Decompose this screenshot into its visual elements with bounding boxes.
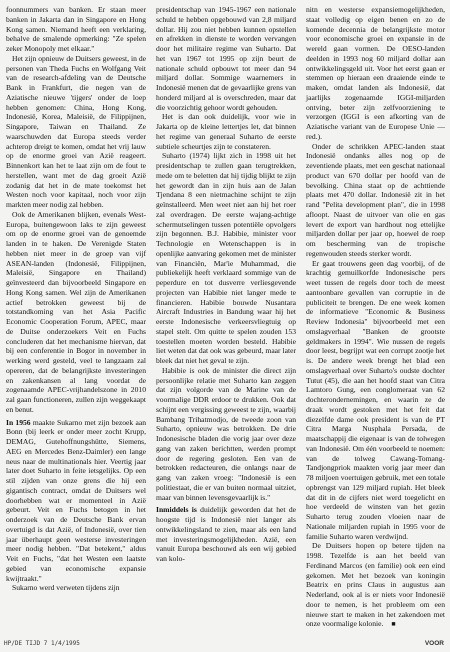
paragraph: Het zijn opnieuw de Duitsers geweest, in de personen van Theda Fuchs en Wolfgang Veit van de research-afdeling van de Deutsche Bank in Frankfurt, die negen van de Aziatische nieuwe 'tijgers' onder de loep hebben genomen: China, Hong Kong, Indonesië, Korea, Maleisië, de Filippijnen, Singapore, Taiwan en Thailand. Ze waarschuwden dat Europa steeds verder achterop dreigt te komen, omdat het vrij lauw op de enorme groei van Azië reageert. Binnenkort kan het te laat zijn om de fout te herstellen, want met de dag groeit Azië zodanig dat het in de mate toekomst het Westen noch voor kapitaal, noch voor zijn markten meer nodig zal hebben. bbox=[6, 53, 146, 209]
section-text: maakte Sukarno met zijn bezoek aan Bonn (bij leerk er onder meer zocht Krupp, DEMAG, Gutehoffnungshütte, Siemens, AEG en Mercedes Benz-Daimler) een lange neus naar de multinationals hier. Veertig jaar later doet Suharto in feite ietsgelijks. Op een stil zijden van onze grens die hij een gigantisch contract, omdat de Duitsers wel doorhebben wat er momenteel in Azië gebeurt. Veit en Fuchs betogen in het onderzoek van de Deutsche Bank ervan overtuigd is dat Azië, of Indonesië, over tien jaar überhaupt geen westerse investeringen meer nodig hebben. "Dat betekent," aldus Veit en Fuchs, "dat het Westen een laatste gebied van economische expansie kwijtraakt." bbox=[6, 417, 146, 583]
section-paragraph bbox=[156, 505, 296, 564]
paragraph: Ook de Amerikanen blijken, evenals West-Europa, buitengewoon laks te zijn geweest om op de enorme groei van de genoemde landen in te haken. De Verenigde Staten hebben niet meer in de groep van vijf ASEAN-landen (Indonesië, Filippijnen, Maleisië, Singapore en Thailand) geïnvesteerd dan bijvoorbeeld Singapore en Hong Kong samen. Wel zijn de Amerikanen actief betrokken geweest bij de totstandkoming van het Asia Pacific Economic Cooperation Forum, APEC, maar de Duitse onderzoekers Veit en Fuchs concluderen dat het mechanisme hiervan, dat bij een conferentie in Bogor in november in werking werd gesteld, veel te langzaam zal opereren, dat de belangrijkste investeringen en zakenkansen al lang voordat de zogenaamde APEC-vrijhandelszone in 2010 zal gaan functioneren, zullen zijn weggekaapt en benut. bbox=[6, 209, 146, 414]
paragraph: nitn en westerse expansiemogelijkheden, staat volledig op eigen benen en zo de komende decennia de belangrijkste motor voor economische groei en expansie in de wereld gaan vormen. De OESO-landen deelden in 1993 nog 60 miljard dollar aan ontwikkelingsgeld uit. Voor het eerst gaan er stemmen op hieraan een draaiende einde te maken, omdat landen als Indonesië, dat jaarlijks zogenaamde IGGI-miljarden ontving, beter zijn zelfvoorziening te verzorgen (IGGI is een afkorting van de Aziatische variant van de Europese Unie — red.). bbox=[306, 5, 445, 141]
paragraph bbox=[306, 541, 445, 630]
article-column-1 bbox=[6, 5, 146, 593]
article-column-3 bbox=[306, 5, 445, 630]
section-lead: Inmiddels is bbox=[156, 505, 197, 515]
paragraph: Onder de schrikken APEC-landen staat Indonesië ondanks alles nog op de zeventiende plaats, met een geschat nationaal product van 670 dollar per hoofd van de bevolking. China staat op de achttiende plaats met 470 dollar. Indonesië zit in het rand "Pelita development plan", die in 1998 afloopt. Naast de uitvoer van olie en gas levert de export van hardhout nog ettelijke miljarden dollar per jaar op, hoewel de roep om bescherming van de tropische regenwouden steeds sterker wordt. bbox=[306, 141, 445, 258]
page-footer bbox=[4, 640, 444, 650]
paragraph: presidentschap van 1945-1967 een nationale schuld te hebben opgebouwd van 2,8 miljard dollar. Hij zou niet hebben kunnen opstellen en afrekken in dienste te worden vervangen door het militaire regime van Suharto. Dat het van 1967 tot 1995 op zijn beurt de nationale schuld opbouwt tot meer dan 94 miljard dollar. Sommige waarnemers in Indonesië menen dat de gevaarlijke grens van honderd miljard al is overschreden, maar dat die voorzichtig gehoor wordt gehouden. bbox=[156, 5, 296, 112]
section-lead: In 1956 bbox=[6, 417, 31, 427]
paragraph: Er gaat trouwens geen dag voorbij, of de krachtig gemuilkorfde Indonesische pers weet tussen de regels door toch de meest aantoonbare gevallen van corruptie in de publiciteit te brengen. De ene week komen de informatieve "Economic & Business Review Indonesia" bijvoorbeeld met een omslagverhaal "Banken de grootste geldmakers in 1994". Wie nussen de regels door leest, begrijpt wat een corrupt zootje het is. De andere week brengt het blad een omslagverhaal over Suharto's oudste dochter Tutut (45), die aan het hoofd staat van Citra Lamtoro Gung, een conglomeraat van 62 dochterondernemingen, en waarin ze de draak wordt gestoken met het feit dat diezelfde dame ook president is van de PT Citra Marga Nusphala Persada, de maatschappij die eigenaar is van de tolwegen van Indonesië. Om één voorbeeld te noemen: van de tolweg Cawang-Tomang-Tandjongpriok maakten vorig jaar meer dan 78 miljoen voertuigen gebruik, met een totale opbrengst van 129 miljard rupiah. Het bleek dat dit in de cijfers niet werd toegelicht en hoe verdeeld de winsten van het gezin Suharto terug zouden vloeien naar de Nationale miljarden rupiah in 1995 voor de familie Suharto waren verdwijnd. bbox=[306, 258, 445, 541]
paragraph: Het is dan ook duidelijk, voor wie in Jakarta op de kleine lettertjes let, dat binnen het regime van generaal Suharto de eerste subtiele scheurtjes zijn te constateren. bbox=[156, 112, 296, 151]
article-column-2 bbox=[156, 5, 296, 564]
paragraph: Habibie is ook de minister die direct zijn persoonlijke relatie met Suharto kan zeggen dat zijn volgorde van de Marine van de voormalige DDR erdoor te drukken. Ook dat schijnt een vergissing geweest te zijn, waarbij Bambang Trihatmodjo, de tweede zoon van Suharto, opnieuw was betrokken. De drie Indonesische bladen die vorig jaar over deze gang van zaken berichtten, werden prompt door de regering gesloten. Een van de betrokken redacteuren, die onlangs naar de gang van zaken vroeg: "Indonesië is een politiestaat, die er van buiten normaal uitziet, maar van binnen levensgevaarlijk is." bbox=[156, 365, 296, 502]
closing-text: De Duitsers hopen op betere tijden na 1998. Tezelfde is aan het beeld van Ferdinand Marcos (en familie) ook een eind gekomen. Met het bezoek van koningin Beatrix en prins Claus in augustus aan Nederland, ook al is er niets voor Indonesië door te nemen, is het probleem om een nieuwe start te maken in het zakendoen met onze voormalige kolonie. bbox=[306, 541, 445, 629]
paragraph: foonnummers van banken. Er staan meer banken in Jakarta dan in Singapore en Hong Kong samen. Niemand heeft een verklaring, behalve de smalende opmerking: "Ze spelen zeker Monopoly met elkaar." bbox=[6, 5, 146, 53]
section-paragraph bbox=[6, 418, 146, 584]
footer-publication: HP/DE TIJD 7 1/4/1995 bbox=[4, 640, 80, 647]
paragraph: Sukarno werd verweten tijdens zijn bbox=[12, 583, 120, 593]
end-of-article-icon: ■ bbox=[391, 620, 396, 629]
section-text: duidelijk geworden dat het de hoogste tijd is Indonesië niet langer als ontwikkelingsland te zien, maar als een land met investeringsmogelijkheden. Azië, een vanuit Europa beschouwd als een wij gebied van kolo- bbox=[156, 505, 296, 563]
footer-next: VOOR bbox=[424, 640, 444, 647]
paragraph: Suharto (1974) lijkt zich in 1998 uit het presidentschap te zullen gaan terugtrekken, mede om te beletten dat hij tijdig blijkt te zijn het gewordt dan in zijn huis aan de Jalan Tjendana 8 een nietmachine schijnt te zijn geïnstalleerd. Men weet niet aan hij het roer zal overdragen. De eerste wajang-achtige schermutselingen tussen potentiële opvolgers zijn begonnen. B.J. Habibie, minister voor Technologie en Wetenschappen is in openlijke aanvaring gekomen met de minister van Financiën, Mar'ie Muhammad, die publiekelijk heeft verklaard sommige van de peperdure en tot dusverre verliesgevende projecten van Habibie niet langer mede te financieren. Habibie bouwde Nusantara Aircraft Industries in Bandung waar hij het eerste Indonesische verkeersvliegtuig op stapel stelt. Om quitte te spelen zouden 153 toestellen moeten worden besteld. Habibie liet weten dat dat ook was gebeurd, maar later bleek dat niet het geval te zijn. bbox=[156, 151, 296, 365]
